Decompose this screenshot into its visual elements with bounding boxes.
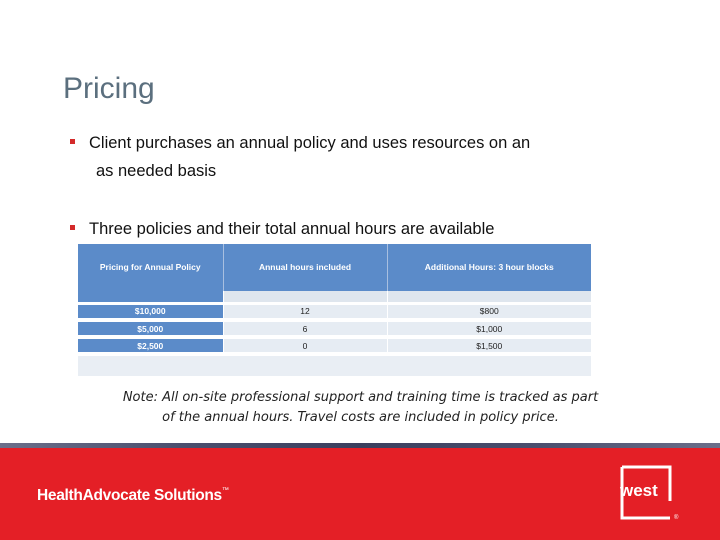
brand-trademark: ™ [221,487,229,494]
table-row [78,337,591,354]
bullet-square-icon [70,139,75,144]
price-cell: $2,500 [78,337,223,354]
hours-cell: 0 [223,337,387,354]
hours-cell: 12 [223,303,387,320]
bullet-1-continuation: as needed basis [96,162,217,180]
bullet-1-text: Client purchases an annual policy and uses resources on an [89,134,531,152]
note-line-1: Note: All on-site professional support and training time is tracked as part [122,390,599,405]
hours-cell: 6 [223,320,387,337]
bullet-1 [70,134,530,153]
header-additional: Additional Hours: 3 hour blocks [387,244,591,291]
price-cell: $10,000 [78,303,223,320]
price-cell: $5,000 [78,320,223,337]
brand-logo [37,487,229,505]
header-pricing: Pricing for Annual Policy [78,244,223,291]
bullet-2-text: Three policies and their total annual hours are available [89,220,495,238]
table-header-row [78,244,591,291]
west-logo-mark: ® [674,515,679,520]
pricing-table [78,244,591,376]
bullet-2 [70,220,494,239]
table-spacer-row [78,291,591,303]
header-hours: Annual hours included [223,244,387,291]
table-row [78,303,591,320]
table-row [78,320,591,337]
additional-cell: $1,000 [387,320,591,337]
west-logo-text: west [620,481,658,500]
policy-note [78,388,643,428]
bullet-square-icon [70,225,75,230]
note-line-2: of the annual hours. Travel costs are included in policy price. [162,410,559,425]
slide-title: Pricing [63,72,155,105]
brand-name: HealthAdvocate Solutions [37,487,222,504]
additional-cell: $1,500 [387,337,591,354]
additional-cell: $800 [387,303,591,320]
